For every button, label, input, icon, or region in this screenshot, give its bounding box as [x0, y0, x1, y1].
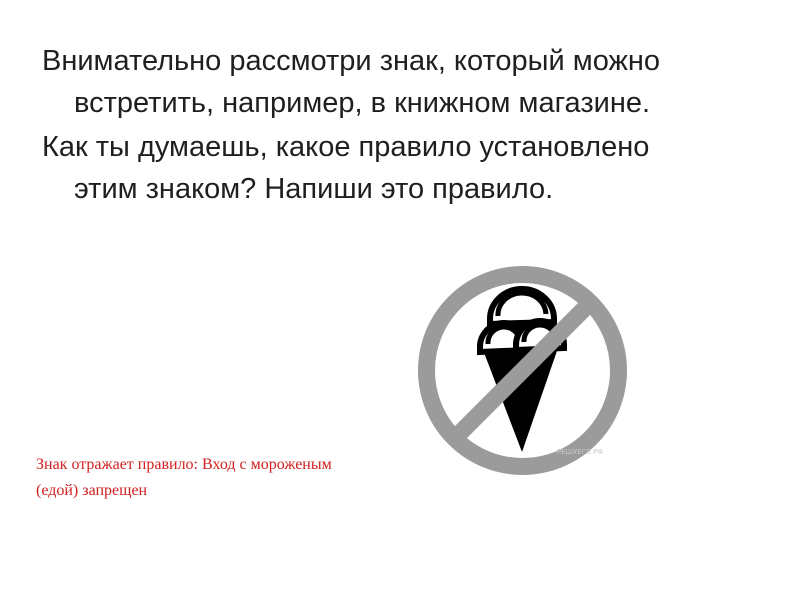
task-line-1: Внимательно рассмотри знак, который можно	[42, 45, 661, 77]
watermark-text: РЕШУЕГЭ.РФ	[556, 448, 604, 456]
task-line-3: Как ты думаешь, какое правило установлено	[42, 131, 650, 163]
no-ice-cream-icon	[410, 258, 635, 483]
answer-line-2: (едой) запрещен	[36, 482, 148, 499]
task-paragraph-2	[42, 126, 762, 210]
task-line-4: этим знаком? Напиши это правило.	[74, 173, 554, 205]
task-line-2: встретить, например, в книжном магазине.	[74, 87, 651, 119]
task-paragraph-1	[42, 40, 762, 124]
answer-line-1: Знак отражает правило: Вход с мороженым	[36, 456, 332, 473]
task-text	[42, 40, 762, 212]
answer-text	[36, 452, 416, 504]
